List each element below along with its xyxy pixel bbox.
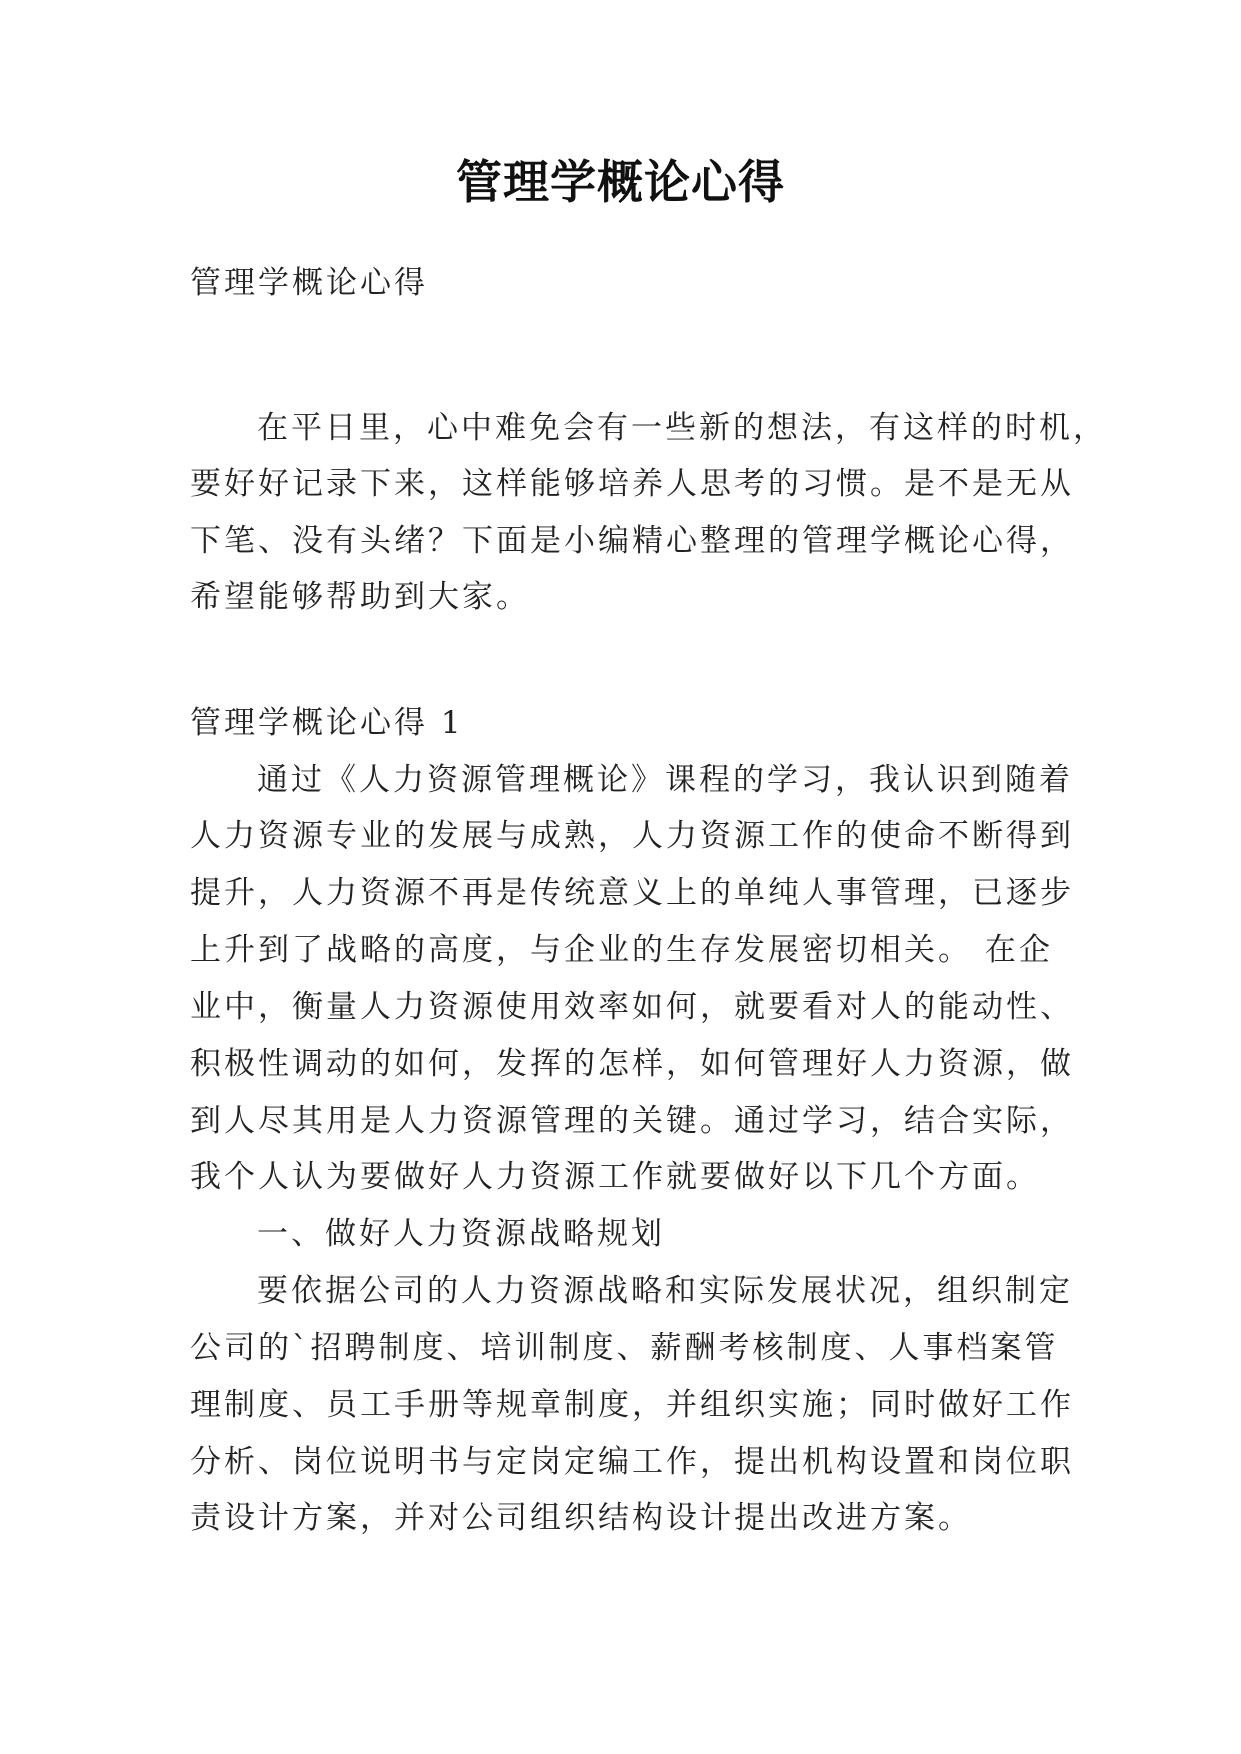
- document-subtitle: 管理学概论心得: [190, 265, 428, 301]
- section-paragraph-line: 上升到了战略的高度，与企业的生存发展密切相关。 在企: [190, 932, 1053, 968]
- page-title: 管理学概论心得: [456, 155, 785, 209]
- subsection-paragraph-line: 要依据公司的人力资源战略和实际发展状况，组织制定: [257, 1273, 1073, 1309]
- section-paragraph-line: 人力资源专业的发展与成熟，人力资源工作的使命不断得到: [190, 818, 1074, 854]
- subsection-paragraph-line: 分析、岗位说明书与定岗定编工作，提出机构设置和岗位职: [190, 1444, 1074, 1480]
- intro-line: 要好好记录下来，这样能够培养人思考的习惯。是不是无从: [190, 466, 1074, 502]
- section-paragraph-line: 通过《人力资源管理概论》课程的学习，我认识到随着: [257, 762, 1073, 798]
- section-heading: 管理学概论心得 1: [190, 705, 464, 741]
- intro-line: 在平日里，心中难免会有一些新的想法，有这样的时机，: [257, 410, 1107, 446]
- section-paragraph-line: 我个人认为要做好人力资源工作就要做好以下几个方面。: [190, 1159, 1040, 1195]
- intro-line: 下笔、没有头绪？下面是小编精心整理的管理学概论心得，: [190, 523, 1074, 559]
- section-paragraph-line: 提升，人力资源不再是传统意义上的单纯人事管理，已逐步: [190, 875, 1074, 911]
- section-paragraph-line: 业中，衡量人力资源使用效率如何，就要看对人的能动性、: [190, 989, 1074, 1025]
- subsection-heading: 一、做好人力资源战略规划: [257, 1216, 665, 1252]
- section-paragraph-line: 到人尽其用是人力资源管理的关键。通过学习，结合实际，: [190, 1103, 1074, 1139]
- subsection-paragraph-line: 理制度、员工手册等规章制度，并组织实施；同时做好工作: [190, 1387, 1074, 1423]
- section-paragraph-line: 积极性调动的如何，发挥的怎样，如何管理好人力资源，做: [190, 1046, 1074, 1082]
- subsection-paragraph-line: 责设计方案，并对公司组织结构设计提出改进方案。: [190, 1500, 972, 1536]
- subsection-paragraph-line: 公司的`招聘制度、培训制度、薪酬考核制度、人事档案管: [190, 1330, 1059, 1366]
- intro-line: 希望能够帮助到大家。: [190, 579, 530, 615]
